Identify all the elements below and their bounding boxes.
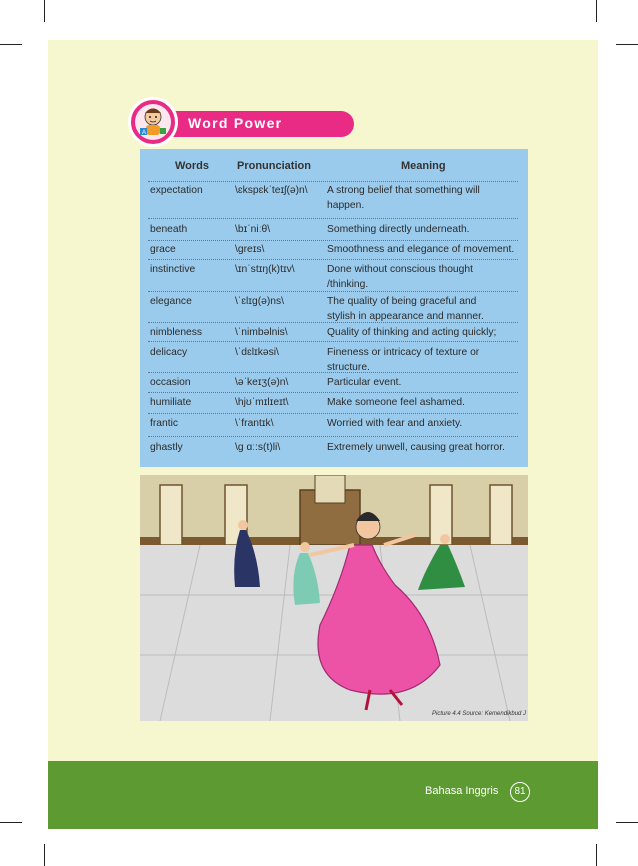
meaning-cell: The quality of being graceful and (327, 296, 477, 307)
crop-mark (0, 44, 22, 45)
page-number: 81 (510, 782, 530, 802)
meaning-cell: Fineness or intricacy of texture or (327, 347, 480, 358)
ballroom-illustration (140, 475, 528, 721)
meaning-cell: Smoothness and elegance of movement. (327, 244, 515, 255)
pronunciation-cell: \əˈkeɪʒ(ə)n\ (235, 377, 289, 388)
word-cell: instinctive (150, 264, 196, 275)
column-header-meaning: Meaning (401, 160, 446, 172)
pronunciation-cell: \ˈnimbəlnis\ (235, 327, 288, 338)
meaning-cell: A strong belief that something will (327, 185, 480, 196)
row-divider (148, 436, 518, 437)
row-divider (148, 181, 518, 182)
meaning-cell: Particular event. (327, 377, 402, 388)
book-title: Bahasa Inggris (425, 785, 499, 797)
word-cell: grace (150, 244, 176, 255)
svg-text:A: A (142, 130, 147, 136)
crop-mark (596, 844, 597, 866)
meaning-cell: Extremely unwell, causing great horror. (327, 442, 505, 453)
row-divider (148, 341, 518, 342)
word-cell: beneath (150, 224, 188, 235)
word-cell: ghastly (150, 442, 183, 453)
crop-mark (44, 0, 45, 22)
meaning-cell: Done without conscious thought (327, 264, 473, 275)
meaning-cell: Quality of thinking and acting quickly; (327, 327, 497, 338)
pronunciation-cell: \ɛkspɛkˈteɪʃ(ə)n\ (235, 185, 308, 196)
pronunciation-cell: \ˈɛlɪg(ə)ns\ (235, 296, 285, 307)
row-divider (148, 392, 518, 393)
word-cell: expectation (150, 185, 203, 196)
pronunciation-cell: \ɪnˈstɪŋ(k)tɪv\ (235, 264, 295, 275)
row-divider (148, 291, 518, 292)
crop-mark (44, 844, 45, 866)
mascot-icon (131, 100, 175, 144)
word-cell: humiliate (150, 397, 192, 408)
word-cell: nimbleness (150, 327, 203, 338)
pronunciation-cell: \greɪs\ (235, 244, 265, 255)
crop-mark (616, 44, 638, 45)
word-cell: delicacy (150, 347, 188, 358)
pronunciation-cell: \hjʊˈmɪlɪeɪt\ (235, 397, 289, 408)
meaning-cell: happen. (327, 200, 365, 211)
picture-caption: Picture 4.4 Source: Kemendikbud J (432, 711, 527, 717)
section-title: Word Power (188, 115, 283, 131)
crop-mark (616, 822, 638, 823)
pronunciation-cell: \g ɑː:s(t)li\ (235, 442, 281, 453)
pronunciation-cell: \ˈdɛlɪkəsi\ (235, 347, 279, 358)
column-header-pronunciation: Pronunciation (237, 160, 311, 172)
meaning-cell: structure. (327, 362, 370, 373)
crop-mark (0, 822, 22, 823)
crop-mark (596, 0, 597, 22)
mascot-badge (128, 97, 178, 147)
row-divider (148, 259, 518, 260)
word-cell: occasion (150, 377, 191, 388)
row-divider (148, 372, 518, 373)
pronunciation-cell: \ˈfrantɪk\ (235, 418, 274, 429)
column-header-words: Words (175, 160, 210, 172)
word-cell: frantic (150, 418, 179, 429)
meaning-cell: Make someone feel ashamed. (327, 397, 465, 408)
row-divider (148, 413, 518, 414)
row-divider (148, 322, 518, 323)
pronunciation-cell: \bɪˈniːθ\ (235, 224, 271, 235)
meaning-cell: /thinking. (327, 279, 369, 290)
row-divider (148, 240, 518, 241)
word-cell: elegance (150, 296, 192, 307)
meaning-cell: stylish in appearance and manner. (327, 311, 484, 322)
meaning-cell: Something directly underneath. (327, 224, 470, 235)
row-divider (148, 218, 518, 219)
meaning-cell: Worried with fear and anxiety. (327, 418, 463, 429)
